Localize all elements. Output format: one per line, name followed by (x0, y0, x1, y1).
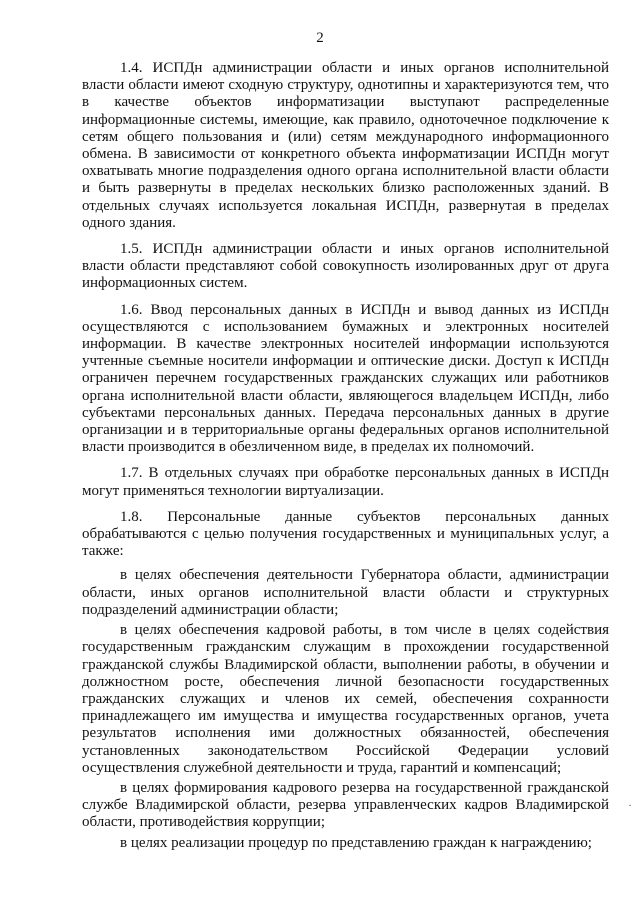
paragraph-1-5: 1.5. ИСПДн администрации области и иных органов исполнительной власти области представляют собой совокупность изолированных друг от друга информационных систем. (82, 241, 609, 292)
paragraph-1-8: 1.8. Персональные данные субъектов персональных данных обрабатываются с целью получения государственных и муниципальных услуг, а также: (82, 508, 609, 560)
paragraph-1-6: 1.6. Ввод персональных данных в ИСПДн и вывод данных из ИСПДн осуществляются с использованием бумажных и электронных носителей информации. В качестве электронных носителей информации используются учтенные съемные носители информации и оптические диски. Доступ к ИСПДн ограничен перечнем государственных гражданских служащих или работников органа исполнительной власти области, являющегося владельцем ИСПДн, либо субъектами персональных данных. Передача персональных данных в другие организации и в территориальные органы федеральных органов исполнительной власти производится в обезличенном виде, в пределах их полномочий. (82, 301, 609, 456)
purpose-item-awards: в целях реализации процедур по представлению граждан к награждению; (120, 834, 592, 851)
document-body (82, 60, 609, 852)
scan-margin-mark: · (628, 798, 632, 812)
paragraph-1-4: 1.4. ИСПДн администрации области и иных органов исполнительной власти области имеют сходную структуру, однотипны и характеризуются тем, что в качестве объектов информатизации выступают распределенные информационные системы, имеющие, как правило, одноточечное подключение к сетям общего пользования и (или) сетям международного информационного обмена. В зависимости от конкретного объекта информатизации ИСПДн могут охватывать многие подразделения одного органа исполнительной власти области и быть развернуты в пределах нескольких близко расположенных зданий. В отдельных случаях используется локальная ИСПДн, развернутая в пределах одного здания. (82, 60, 609, 231)
paragraph-1-7: 1.7. В отдельных случаях при обработке персональных данных в ИСПДн могут применяться технологии виртуализации. (82, 465, 609, 499)
purpose-item-personnel-reserve: в целях формирования кадрового резерва на государственной гражданской службе Владимирской области, резерва управленческих кадров Владимирской области, противодействия коррупции; (82, 779, 609, 831)
purpose-item-personnel-work: в целях обеспечения кадровой работы, в том числе в целях содействия государственным гражданским служащим в прохождении государственной гражданской службы Владимирской области, выполнении работы, в обучении и должностном росте, обеспечения личной безопасности государственных гражданских служащих и членов их семей, обеспечения сохранности принадлежащего им имущества и имущества государственных органов, учета результатов исполнения ими должностных обязанностей, обеспечения установленных законодательством Российской Федерации условий осуществления служебной деятельности и труда, гарантий и компенсаций; (82, 622, 609, 776)
purpose-item-governor-support: в целях обеспечения деятельности Губернатора области, администрации области, иных органов исполнительной власти области и структурных подразделений администрации области; (82, 567, 609, 618)
page-number: 2 (316, 30, 324, 46)
